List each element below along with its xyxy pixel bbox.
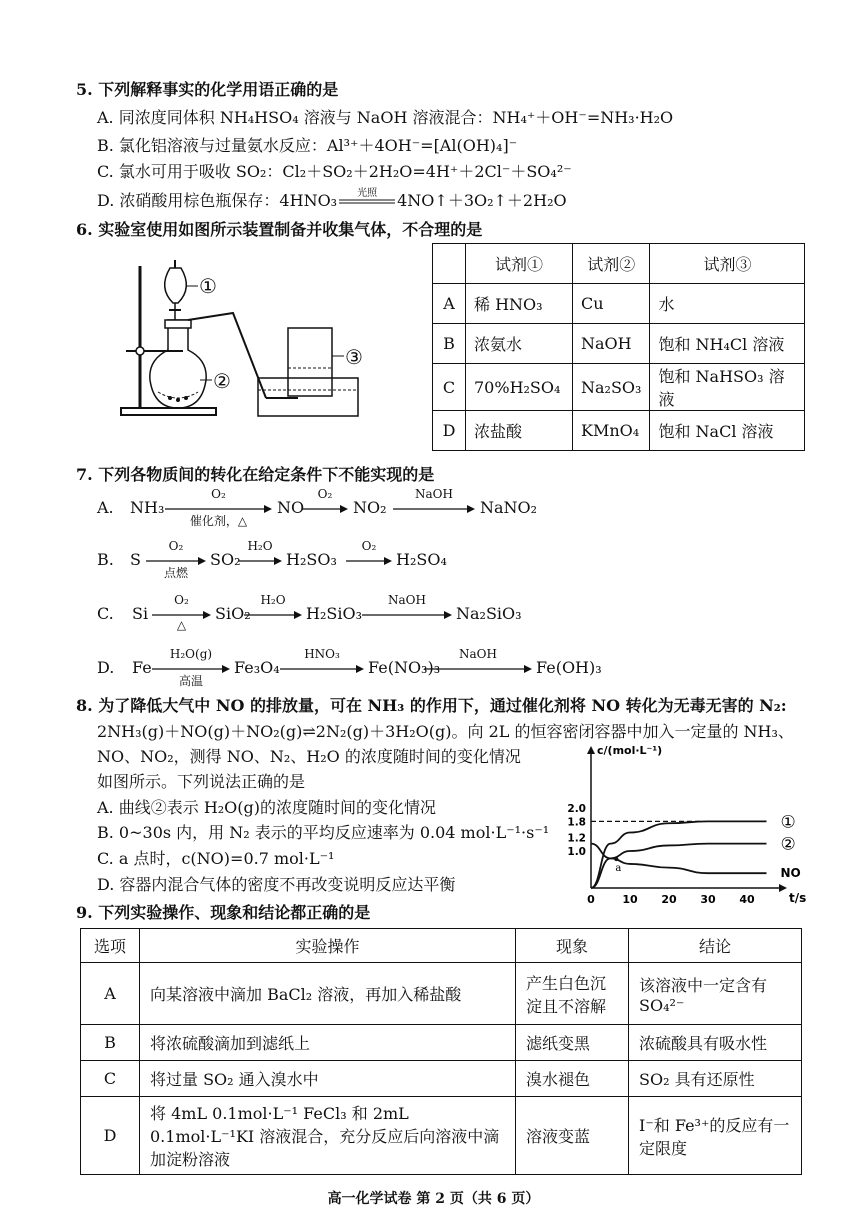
q5-option-b: B. 氯化铝溶液与过量氨水反应：Al³⁺＋4OH⁻=[Al(OH)₄]⁻	[97, 136, 518, 155]
x-axis-arrow-icon	[779, 884, 787, 892]
q5-d-cond: 光照	[357, 188, 378, 199]
reaction-arrow-icon	[244, 610, 302, 620]
y-tick-label: 1.2	[567, 832, 586, 845]
table-cell: 将 4mL 0.1mol·L⁻¹ FeCl₃ 和 2mL 0.1mol·L⁻¹KI 溶液混合，充分反应后向溶液中滴加淀粉溶液	[140, 1097, 516, 1175]
y-tick-label: 2.0	[567, 803, 586, 815]
reaction-arrow-icon	[238, 556, 282, 566]
table-row	[433, 244, 805, 284]
q7-species: NO₂	[353, 498, 387, 517]
x-tick-label: 40	[739, 893, 755, 906]
q7-stem: 7. 下列各物质间的转化在给定条件下不能实现的是	[76, 465, 435, 484]
q7-species: SiO₂	[215, 604, 251, 623]
q7-species: Fe₃O₄	[234, 658, 280, 677]
table-header-cell: 试剂③	[650, 244, 805, 284]
q9-experiment-table	[80, 928, 802, 1175]
table-cell: A	[433, 284, 466, 324]
q8-option-c: C. a 点时，c(NO)=0.7 mol·L⁻¹	[97, 849, 335, 868]
table-row	[81, 929, 802, 963]
y-tick-label: 1.0	[567, 846, 586, 858]
q7-species: H₂SO₄	[396, 550, 447, 569]
q7-condition-top: O₂	[361, 539, 377, 553]
q7-option-label: A.	[97, 498, 114, 517]
table-header-cell: 试剂①	[466, 244, 573, 284]
series-label: ①	[780, 812, 796, 833]
table-cell: 向某溶液中滴加 BaCl₂ 溶液，再加入稀盐酸	[140, 963, 516, 1025]
q6-label-3: ③	[345, 345, 363, 369]
q7-species: NaNO₂	[480, 498, 538, 517]
table-header-cell: 试剂②	[573, 244, 650, 284]
q7-option-label: B.	[97, 550, 114, 569]
table-row	[81, 1097, 802, 1175]
q8-stem-line3: NO、NO₂，测得 NO、N₂、H₂O 的浓度随时间的变化情况	[97, 747, 521, 766]
table-row	[433, 411, 805, 451]
q7-species: Fe(OH)₃	[536, 658, 602, 677]
q6-label-2: ②	[213, 369, 231, 393]
table-row	[81, 1061, 802, 1097]
table-cell: Na₂SO₃	[573, 364, 650, 411]
q8-stem-line4: 如图所示。下列说法正确的是	[97, 772, 306, 791]
q6-apparatus-diagram	[118, 258, 378, 423]
table-cell: D	[81, 1097, 140, 1175]
page-footer: 高一化学试卷 第 2 页（共 6 页）	[327, 1191, 540, 1207]
intersection-point	[614, 857, 618, 861]
q5-d-prefix: D. 浓硝酸用棕色瓶保存：4HNO₃	[97, 191, 338, 210]
q6-stem: 6. 实验室使用如图所示装置制备并收集气体，不合理的是	[76, 220, 483, 239]
q5-d-arrow	[337, 188, 397, 211]
q7-condition-bottom: △	[176, 618, 187, 632]
q7-species: Fe	[132, 658, 152, 677]
table-cell: 溴水褪色	[516, 1061, 629, 1097]
reaction-arrow-icon	[362, 610, 452, 620]
q7-species: H₂SiO₃	[306, 604, 362, 623]
q7-condition-bottom: 催化剂，△	[189, 514, 248, 528]
series-line-0	[591, 821, 767, 888]
q8-option-d: D. 容器内混合气体的密度不再改变说明反应达平衡	[97, 875, 456, 894]
table-cell: I⁻和 Fe³⁺的反应有一定限度	[629, 1097, 802, 1175]
q5-option-c: C. 氯水可用于吸收 SO₂：Cl₂＋SO₂＋2H₂O=4H⁺＋2Cl⁻＋SO₄²⁻	[97, 162, 572, 181]
table-row	[81, 1025, 802, 1061]
series-label: NO	[780, 866, 801, 881]
table-header-cell: 选项	[81, 929, 140, 963]
q7-option-label: D.	[97, 658, 115, 677]
table-cell: C	[433, 364, 466, 411]
q6-label-1: ①	[199, 274, 217, 298]
q7-species: NH₃	[130, 498, 165, 517]
table-row	[433, 284, 805, 324]
table-cell: NaOH	[573, 324, 650, 364]
table-cell: 该溶液中一定含有 SO₄²⁻	[629, 963, 802, 1025]
q7-condition-bottom: 高温	[178, 674, 203, 688]
table-cell: 滤纸变黑	[516, 1025, 629, 1061]
table-cell: B	[81, 1025, 140, 1061]
q7-condition-top: H₂O(g)	[169, 647, 213, 661]
table-cell: 将浓硫酸滴加到滤纸上	[140, 1025, 516, 1061]
table-row	[81, 963, 802, 1025]
q7-species: NO	[277, 498, 305, 517]
q7-species: S	[130, 550, 141, 569]
q7-condition-top: HNO₃	[304, 647, 340, 661]
table-header-cell: 结论	[629, 929, 802, 963]
table-cell: 70%H₂SO₄	[466, 364, 573, 411]
series-label: ②	[780, 834, 796, 855]
q7-species: Fe(NO₃)₃	[368, 658, 441, 677]
q5-option-a: A. 同浓度同体积 NH₄HSO₄ 溶液与 NaOH 溶液混合：NH₄⁺＋OH⁻=NH₃·H₂O	[97, 108, 674, 127]
table-cell: A	[81, 963, 140, 1025]
table-cell: 浓盐酸	[466, 411, 573, 451]
q7-option-label: C.	[97, 604, 114, 623]
table-row	[433, 324, 805, 364]
table-cell: 产生白色沉淀且不溶解	[516, 963, 629, 1025]
q8-stem-line2: 2NH₃(g)＋NO(g)＋NO₂(g)⇌2N₂(g)＋3H₂O(g)。向 2L 的恒容密闭容器中加入一定量的 NH₃、	[97, 722, 794, 741]
q7-species: SO₂	[210, 550, 241, 569]
point-label: a	[615, 863, 622, 875]
q8-option-b: B. 0~30s 内，用 N₂ 表示的平均反应速率为 0.04 mol·L⁻¹·s⁻¹	[97, 823, 550, 842]
table-cell: 饱和 NH₄Cl 溶液	[650, 324, 805, 364]
table-header-cell: 现象	[516, 929, 629, 963]
table-cell: C	[81, 1061, 140, 1097]
table-cell: Cu	[573, 284, 650, 324]
x-tick-label: 20	[661, 893, 677, 906]
q7-species: Na₂SiO₃	[456, 604, 522, 623]
table-cell: 饱和 NaCl 溶液	[650, 411, 805, 451]
x-tick-label: 10	[622, 893, 638, 906]
q7-condition-top: O₂	[174, 593, 189, 607]
x-axis-label: t/s	[789, 891, 807, 905]
x-tick-label: 0	[587, 893, 595, 906]
table-cell: SO₂ 具有还原性	[629, 1061, 802, 1097]
q5-d-suffix: 4NO↑＋3O₂↑＋2H₂O	[397, 191, 567, 210]
q7-condition-top: O₂	[168, 539, 184, 553]
table-cell: 溶液变蓝	[516, 1097, 629, 1175]
table-cell: 饱和 NaHSO₃ 溶液	[650, 364, 805, 411]
table-cell: B	[433, 324, 466, 364]
q7-condition-top: H₂O	[260, 593, 286, 607]
x-tick-label: 30	[700, 893, 716, 906]
q7-condition-top: H₂O	[247, 539, 273, 553]
q5-stem: 5. 下列解释事实的化学用语正确的是	[76, 80, 339, 99]
q7-condition-top: O₂	[211, 487, 226, 501]
reaction-arrow-icon	[393, 504, 475, 514]
table-cell: 浓硫酸具有吸水性	[629, 1025, 802, 1061]
q7-species: Si	[132, 604, 149, 623]
q7-condition-top: O₂	[317, 487, 333, 501]
q8-concentration-chart	[555, 738, 815, 913]
table-row	[433, 364, 805, 411]
y-tick-label: 1.8	[567, 816, 586, 829]
y-axis-label: c/(mol·L⁻¹)	[597, 744, 663, 757]
table-cell	[433, 244, 466, 284]
reaction-arrow-icon	[302, 504, 348, 514]
q8-stem-line1: 8. 为了降低大气中 NO 的排放量，可在 NH₃ 的作用下，通过催化剂将 NO 转化为无毒无害的 N₂:	[76, 696, 787, 715]
q7-condition-bottom: 点燃	[163, 566, 188, 580]
q9-stem: 9. 下列实验操作、现象和结论都正确的是	[76, 903, 371, 922]
q7-condition-top: NaOH	[388, 593, 426, 607]
q6-reagent-table	[432, 243, 805, 451]
table-cell: 稀 HNO₃	[466, 284, 573, 324]
table-cell: KMnO₄	[573, 411, 650, 451]
q7-condition-top: NaOH	[459, 647, 497, 661]
table-cell: 将过量 SO₂ 通入溴水中	[140, 1061, 516, 1097]
table-cell: 水	[650, 284, 805, 324]
reaction-arrow-icon	[280, 664, 364, 674]
y-axis-arrow-icon	[587, 746, 595, 754]
q7-condition-top: NaOH	[415, 487, 453, 501]
q8-option-a: A. 曲线②表示 H₂O(g)的浓度随时间的变化情况	[97, 798, 437, 817]
q5-option-d	[97, 188, 567, 211]
reaction-arrow-icon	[424, 664, 532, 674]
q7-species: H₂SO₃	[286, 550, 337, 569]
table-header-cell: 实验操作	[140, 929, 516, 963]
table-cell: D	[433, 411, 466, 451]
reaction-arrow-icon	[346, 556, 392, 566]
table-cell: 浓氨水	[466, 324, 573, 364]
